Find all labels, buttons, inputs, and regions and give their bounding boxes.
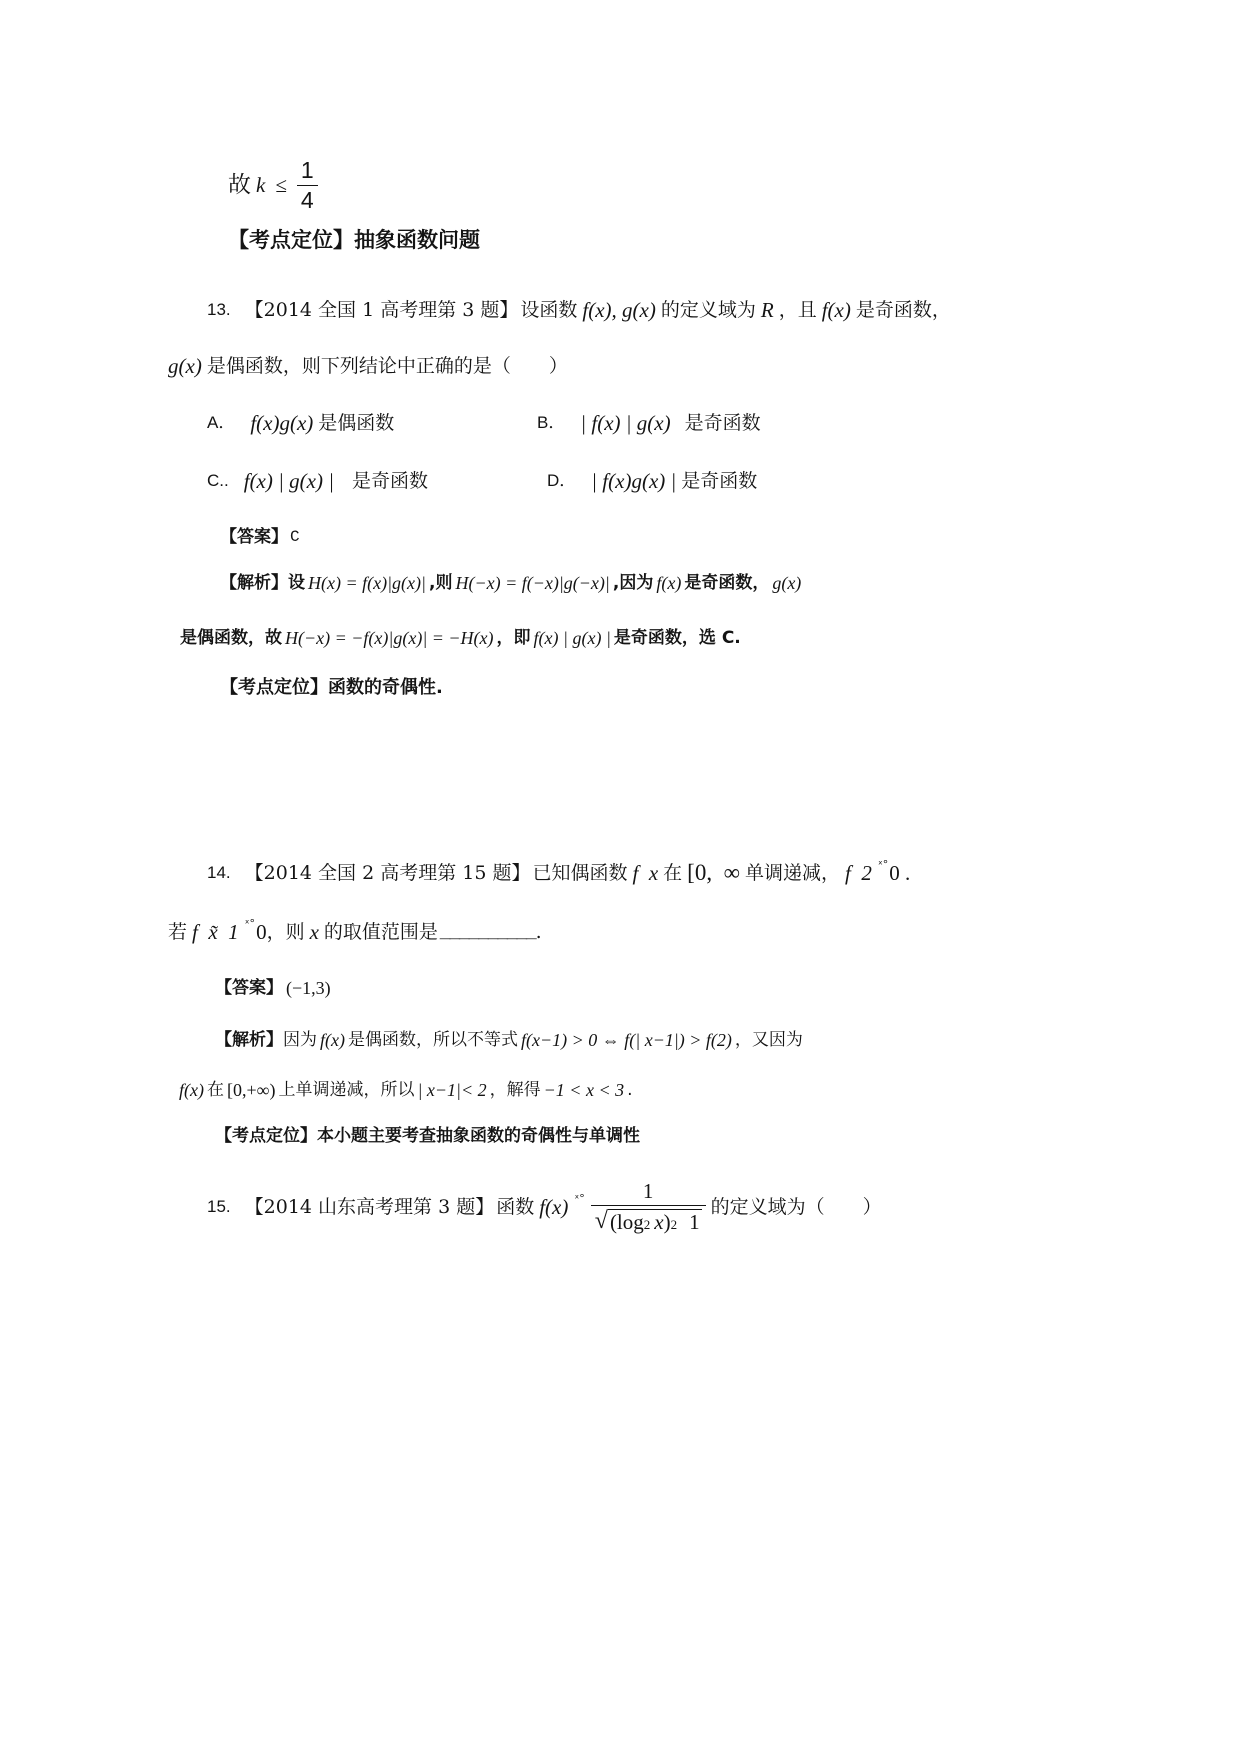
analysis-math: f(x−1) > 0 ⇔ f(| x−1|) > f(2) [520,1030,732,1050]
stem-math: f 2 [844,861,872,885]
analysis-math: g(x) [772,573,802,593]
stem-math: [0, ∞ [687,860,740,885]
answer-label: 【答案】 [215,978,283,998]
analysis-text: 是偶函数，故 [180,628,282,648]
option-expression: f(x)g(x) [250,411,314,435]
q14-analysis-line2 [176,1077,633,1103]
option-expression: f(x) | g(x) | [243,469,334,493]
sqrt-icon: √ [594,1208,608,1234]
option-expression: | f(x)g(x) | [591,469,677,493]
analysis-math: f(x) | g(x) | [533,628,611,648]
fraction-denominator [591,1206,706,1233]
key-point-text: 【考点定位】本小题主要考查抽象函数的奇偶性与单调性 [215,1126,640,1146]
garbled-symbol: ˣ° [244,917,256,930]
option-text: 是奇函数 [684,412,761,434]
analysis-text: 在 [206,1080,224,1100]
analysis-label: 【解析】 [215,1030,283,1050]
stem-math: 0 [256,920,267,944]
stem-text: ，且 [778,299,817,321]
analysis-text: ，又因为 [734,1030,803,1050]
analysis-text: . [627,1080,633,1100]
stem-math: x [309,920,319,944]
q14-stem-line1 [207,860,915,886]
q13-option-c [207,468,428,494]
stem-math: 0 . [889,861,911,885]
stem-text: 函数 [496,1196,535,1218]
q13-key-point [220,675,443,701]
stem-math: f x̃ 1 [192,920,239,944]
answer-label: 【答案】 [220,527,288,547]
q13-stem-line1 [207,297,951,323]
question-number: 15. [207,1197,231,1216]
radicand-variable: x [654,1210,664,1234]
stem-text: 设函数 [520,299,578,321]
stem-math: g(x) [168,354,202,378]
q13-option-a [207,410,394,436]
stem-text: 是奇函数， [855,299,951,321]
stem-text: 的定义域为 [660,299,756,321]
analysis-math: f(x) [656,573,682,593]
garbled-symbol: ˣ° [877,858,889,871]
stem-math: f x [632,861,659,885]
option-expression: | f(x) | g(x) [580,411,671,435]
question-source: 【2014 山东高考理第 3 题】 [244,1196,495,1218]
conclusion-fraction [297,156,318,213]
answer-value: C [290,528,300,546]
analysis-text: ，即 [496,628,531,648]
analysis-text: 因为 [283,1030,317,1050]
radicand-exponent: 2 [670,1217,678,1232]
q12-key-point [228,227,480,253]
fraction-numerator: 1 [297,159,318,186]
analysis-math: −1 < x < 3 [543,1080,625,1100]
answer-value: (−1,3) [286,978,331,998]
question-source: 【2014 全国 1 高考理第 3 题】 [244,299,519,321]
stem-math: R [760,298,774,322]
analysis-math: H(x) = f(x)|g(x)| [308,573,426,593]
q13-analysis-line2 [180,625,741,651]
option-text: 是奇函数 [351,470,428,492]
stem-text: ，则 [266,921,305,943]
analysis-text: ,则 [428,573,453,593]
stem-text: 在 [663,862,683,884]
analysis-math: H(−x) = f(−x)|g(−x)| [455,573,610,593]
analysis-text: 设 [288,573,305,593]
stem-math: f(x) [539,1195,569,1219]
analysis-text: 是奇函数， [684,573,770,593]
q12-conclusion [228,156,323,214]
stem-text: . [535,921,542,943]
analysis-text: 是奇函数，选 C. [613,628,741,648]
garbled-symbol: ˣ° [574,1192,585,1205]
conclusion-variable: k [256,173,266,197]
conclusion-prefix: 故 [228,172,251,198]
domain-fraction [591,1181,706,1233]
analysis-text: 上单调递减，所以 [278,1080,415,1100]
radicand-close: ) [663,1210,671,1234]
question-number: 13. [207,300,231,319]
stem-text: 的取值范围是 [323,921,438,943]
question-number: 14. [207,863,231,882]
q13-stem-line2 [168,353,568,379]
q14-stem-line2 [168,919,542,945]
q14-key-point [215,1123,640,1149]
question-source: 【2014 全国 2 高考理第 15 题】 [244,862,531,884]
option-label: A． [207,413,236,432]
radicand [608,1209,702,1233]
analysis-text: ，解得 [489,1080,541,1100]
analysis-math: [0,+∞) [226,1080,276,1100]
fraction-denominator: 4 [300,186,314,213]
answer-blank: __________ [439,921,536,942]
analysis-math: H(−x) = −f(x)|g(x)| = −H(x) [285,628,494,648]
fraction-numerator: 1 [591,1181,706,1206]
q13-analysis-line1 [220,570,804,596]
option-label: D． [547,471,577,490]
analysis-math: f(x) [179,1080,204,1100]
q14-answer [215,975,334,1001]
q13-answer [220,524,300,550]
stem-text: 已知偶函数 [532,862,628,884]
stem-text: 单调递减， [744,862,840,884]
q15-stem [207,1177,882,1237]
radicand-tail: 1 [689,1210,700,1234]
analysis-label: 【解析】 [220,573,288,593]
q13-option-d [547,468,757,494]
q13-option-b [537,410,761,436]
key-point-text: 【考点定位】抽象函数问题 [228,228,480,252]
log-base: 2 [643,1217,651,1232]
analysis-text: 是偶函数，所以不等式 [347,1030,518,1050]
stem-text: 若 [168,921,188,943]
q14-analysis-line1 [215,1027,803,1053]
option-text: 是奇函数 [681,470,758,492]
stem-text: 的定义域为（ ） [710,1196,882,1218]
stem-text: 是偶函数，则下列结论中正确的是（ ） [206,355,568,377]
option-text: 是偶函数 [318,412,395,434]
analysis-math: f(x) [320,1030,345,1050]
conclusion-operator: ≤ [275,173,287,197]
key-point-text: 【考点定位】函数的奇偶性. [220,677,443,698]
option-label: B． [537,413,566,432]
analysis-text: ,因为 [612,573,654,593]
radicand-open: (log [609,1210,644,1234]
analysis-math: | x−1|< 2 [417,1080,487,1100]
stem-math: f(x) [821,298,851,322]
option-label: C.. [207,471,229,490]
stem-math: f(x), g(x) [582,298,656,322]
